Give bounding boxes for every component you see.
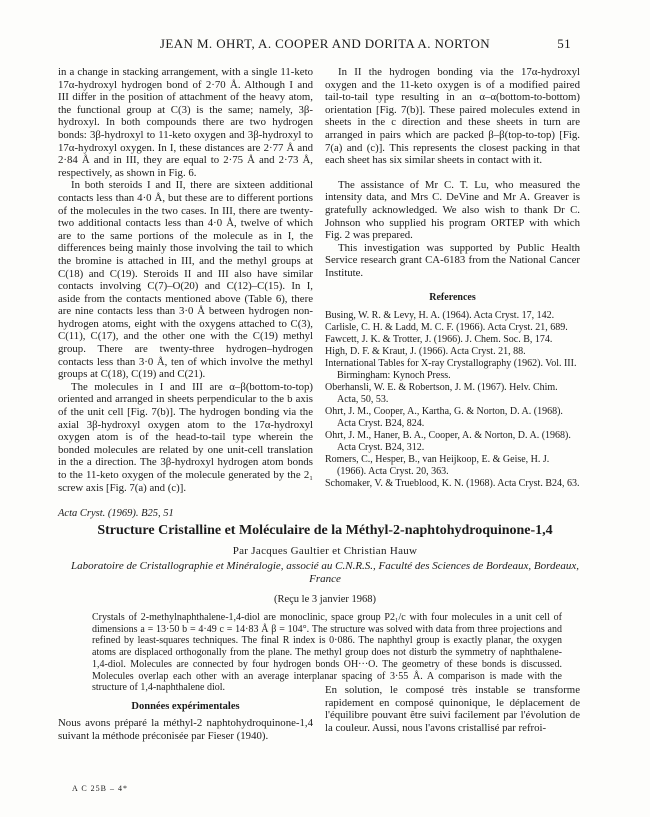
article-citation: Acta Cryst. (1969). B25, 51 [58, 508, 174, 519]
received-date: (Reçu le 3 janvier 1968) [273, 594, 377, 605]
references-heading: References [429, 291, 476, 303]
reference-item: Busing, W. R. & Levy, H. A. (1964). Acta Cryst. 17, 142. [325, 310, 555, 322]
reference-item: Romers, C., Hesper, B., van Heijkoop, E. & Geise, H. J. (1966). Acta Cryst. 20, 363. [325, 454, 550, 478]
right-column [325, 66, 580, 490]
article-authors: Par Jacques Gaultier et Christian Hauw [232, 545, 418, 557]
paragraph: In II the hydrogen bonding via the 17α-hydroxyl oxygen and the 11-keto oxygen is of a modified paired tail-to-tail type resulting in an α–α(bottom-to-bottom) orientation [Fig. 7(b)]. These paired molecules extend in sheets in the c direction and these sheets in turn are arranged in pairs which are packed β–β(top-to-top) [Fig. 7(a) and (c)]. This represents the closest packing in that each sheet has six similar sheets in contact with it. [325, 66, 580, 167]
reference-item: Oberhansli, W. E. & Robertson, J. M. (1967). Helv. Chim. Acta, 50, 53. [325, 382, 558, 406]
page-number: 51 [557, 36, 571, 51]
section-text-left [58, 717, 313, 742]
paragraph: The molecules in I and III are α–β(bottom-to-top) oriented and arranged in sheets perpendicular to the b axis of the unit cell [Fig. 7(b)]. The hydrogen bonding via the axial 3β-hydroxyl oxygen atom to the 17α-hydroxyl oxygen atom is of the head-to-tail type wherein the bonded molecules are related by one unit-cell translation in the a direction. The 3β-hydroxyl hydrogen atom bonds to the 11-keto oxygen of the molecule generated by the 2₁ screw axis [Fig. 7(a) and (c)]. [58, 380, 313, 494]
acknowledgement: The assistance of Mr C. T. Lu, who measured the intensity data, and Mrs C. DeVine and Mr A. Greaver is gratefully acknowledged. We also wish to thank Dr C. Johnson who supplied his program ORTEP with which Fig. 2 was prepared. [325, 178, 580, 242]
reference-item: High, D. F. & Kraut, J. (1966). Acta Cryst. 21, 88. [325, 346, 526, 358]
abstract: Crystals of 2-methylnaphthalene-1,4-diol are monoclinic, space group P2₁/c with four molecules in a unit cell of dimensions a = 13·50 b = 4·49 c = 14·83 Å β = 104°. The structure was solved with data from three projections and refined by least-squares techniques. The final R index is 0·086. The naphthyl group is exactly planar, the oxygen atoms are displaced orthogonally from the plane. The methyl group does not disturb the symmetry of naphthalene-1,4-diol. Molecules are connected by four hydrogen bonds OH···O. The geometry of these bonds is discussed. Molecules overlap each other with an average interplanar spacing of 3·55 Å. A comparison is made with the structure of 1,4-naphthalene diol. [92, 612, 562, 694]
article-affiliation: Laboratoire de Cristallographie et Minéralogie, associé au C.N.R.S., Faculté des Sciences de Bordeaux, Bordeaux, France [70, 560, 580, 585]
section-text-right [325, 684, 580, 734]
running-header [0, 36, 650, 52]
reference-item: Fawcett, J. K. & Trotter, J. (1966). J. Chem. Soc. B, 174. [325, 334, 553, 346]
paragraph: in a change in stacking arrangement, with a single 11-keto 17α-hydroxyl hydrogen bond of 2·70 Å. Although I and III differ in the position of attachment of the heavy atom, the functional group at C(3) is the same; namely, 3β-hydroxyl. In both compounds there are two hydrogen bonds: 3β-hydroxyl to 11-keto oxygen and 3β-hydroxyl to 17α-hydroxyl oxygen. In I, these distances are 2·77 Å and 2·84 Å and in III, they are equal to 2·75 Å and 2·73 Å, respectively, as shown in Fig. 6. [58, 66, 313, 179]
paragraph: En solution, le composé très instable se transforme rapidement en composé quinonique, le déplacement de l'équilibre pouvant être suivi facilement par l'évolution de la couleur. Aussi, nous l'avons cristallisé par refroi- [325, 684, 580, 734]
left-column [58, 66, 313, 494]
running-title: JEAN M. OHRT, A. COOPER AND DORITA A. NORTON [159, 36, 491, 51]
section-heading: Données expérimentales [131, 701, 240, 712]
funding-note: This investigation was supported by Public Health Service research grant CA-6183 from the National Cancer Institute. [325, 241, 580, 279]
reference-item: Schomaker, V. & Trueblood, K. N. (1968). Acta Cryst. B24, 63. [325, 478, 580, 490]
reference-item: International Tables for X-ray Crystallography (1962). Vol. III. Birmingham: Kynoch Press. [325, 358, 577, 382]
article-title: Structure Cristalline et Moléculaire de la Méthyl-2-naphtohydroquinone-1,4 [97, 523, 553, 538]
reference-item: Ohrt, J. M., Cooper, A., Kartha, G. & Norton, D. A. (1968). Acta Cryst. B24, 824. [325, 406, 563, 430]
paragraph: In both steroids I and II, there are sixteen additional contacts less than 4·0 Å, but these are to different portions of the molecules in the two cases. In III, there are twenty-two additional contacts less than 4·0 Å, twelve of which are to the same portions of the molecule as in I, the differences being mainly those involving the tail to which the bromine is attached in III, and the methyl groups at C(18) and C(19). Steroids II and III also have similar contacts involving C(7)–O(20) and C(12)–C(15). In I, aside from the contacts mentioned above (Table 6), there are nine contacts less than 3·0 Å between hydrogen non-hydrogen atoms, eight with the oxygens attached to C(3), C(11), C(17), and the other one with the C(19) methyl group. There are twenty-three hydrogen–hydrogen contacts less than 3·0 Å, ten of which involve the methyl groups at C(18), C(19) and C(21). [58, 179, 313, 381]
reference-item: Carlisle, C. H. & Ladd, M. C. F. (1966). Acta Cryst. 21, 689. [325, 322, 568, 334]
reference-item: Ohrt, J. M., Haner, B. A., Cooper, A. & Norton, D. A. (1968). Acta Cryst. B24, 312. [325, 430, 571, 454]
reference-list [325, 310, 580, 490]
paragraph: Nous avons préparé la méthyl-2 naphtohydroquinone-1,4 suivant la méthode préconisée par Fieser (1940). [58, 717, 313, 742]
signature-mark: A C 25B – 4* [72, 784, 129, 793]
